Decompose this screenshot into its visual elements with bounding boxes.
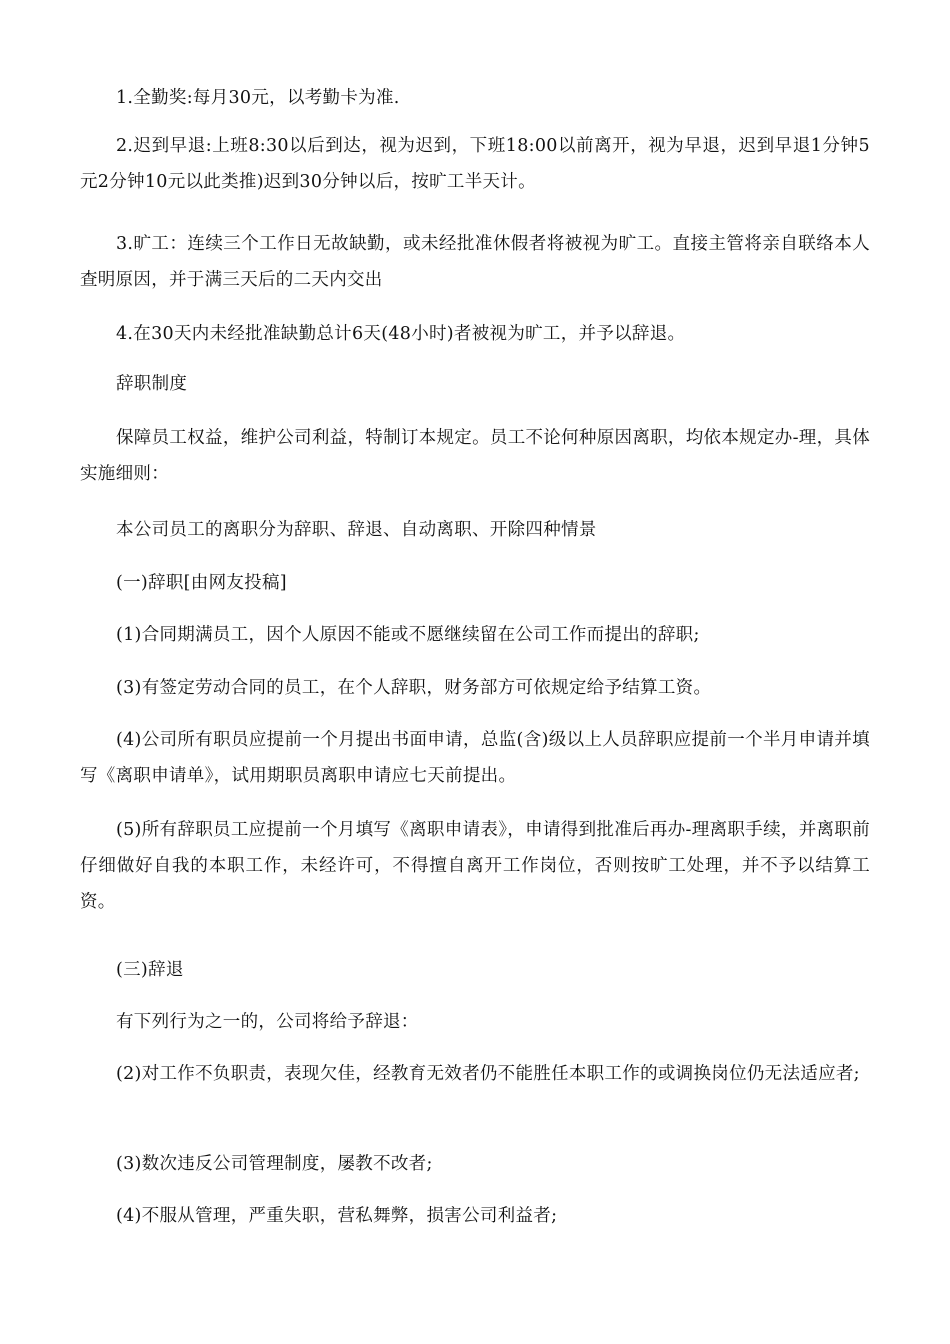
- section-heading-resignation-policy: 辞职制度: [116, 374, 188, 394]
- list-item-advance-notice: (4)公司所有职员应提前一个月提出书面申请，总监(含)级以上人员辞职应提前一个半月申请并填写《离职申请单》，试用期职员离职申请应七天前提出。: [80, 730, 870, 786]
- list-item-insubordination: (4)不服从管理，严重失职，营私舞弊，损害公司利益者;: [116, 1206, 558, 1226]
- list-item-contract-expiry: (1)合同期满员工，因个人原因不能或不愿继续留在公司工作而提出的辞职;: [116, 625, 700, 645]
- paragraph-absenteeism: 3.旷工：连续三个工作日无故缺勤，或未经批准休假者将被视为旷工。直接主管将亲自联络本人查明原因，并于满三天后的二天内交出: [80, 234, 870, 290]
- list-item-resignation-procedure: (5)所有辞职员工应提前一个月填写《离职申请表》，申请得到批准后再办-理离职手续，并离职前仔细做好自我的本职工作，未经许可，不得擅自离开工作岗位，否则按旷工处理，并不予以结算工资。: [80, 820, 870, 912]
- paragraph-late-early-leave: 2.迟到早退:上班8:30以后到达，视为迟到，下班18:00以前离开，视为早退，迟到早退1分钟5元2分钟10元以此类推)迟到30分钟以后，按旷工半天计。: [80, 136, 870, 192]
- paragraph-separation-types: 本公司员工的离职分为辞职、辞退、自动离职、开除四种情景: [116, 520, 597, 540]
- list-item-irresponsible: (2)对工作不负职责，表现欠佳，经教育无效者仍不能胜任本职工作的或调换岗位仍无法适应者;: [116, 1064, 860, 1084]
- list-item-repeated-violations: (3)数次违反公司管理制度，屡教不改者;: [116, 1154, 433, 1174]
- paragraph-thirty-day-absence: 4.在30天内未经批准缺勤总计6天(48小时)者被视为旷工，并予以辞退。: [116, 324, 686, 344]
- subheading-dismissal: (三)辞退: [116, 960, 184, 980]
- paragraph-dismissal-conditions: 有下列行为之一的，公司将给予辞退：: [116, 1012, 419, 1032]
- list-item-labor-contract: (3)有签定劳动合同的员工，在个人辞职，财务部方可依规定给予结算工资。: [116, 678, 712, 698]
- subheading-resignation: (一)辞职[由网友投稿]: [116, 573, 287, 593]
- paragraph-attendance-bonus: 1.全勤奖:每月30元，以考勤卡为准.: [116, 88, 400, 108]
- paragraph-policy-purpose: 保障员工权益，维护公司利益，特制订本规定。员工不论何种原因离职，均依本规定办-理，具体实施细则：: [80, 428, 870, 484]
